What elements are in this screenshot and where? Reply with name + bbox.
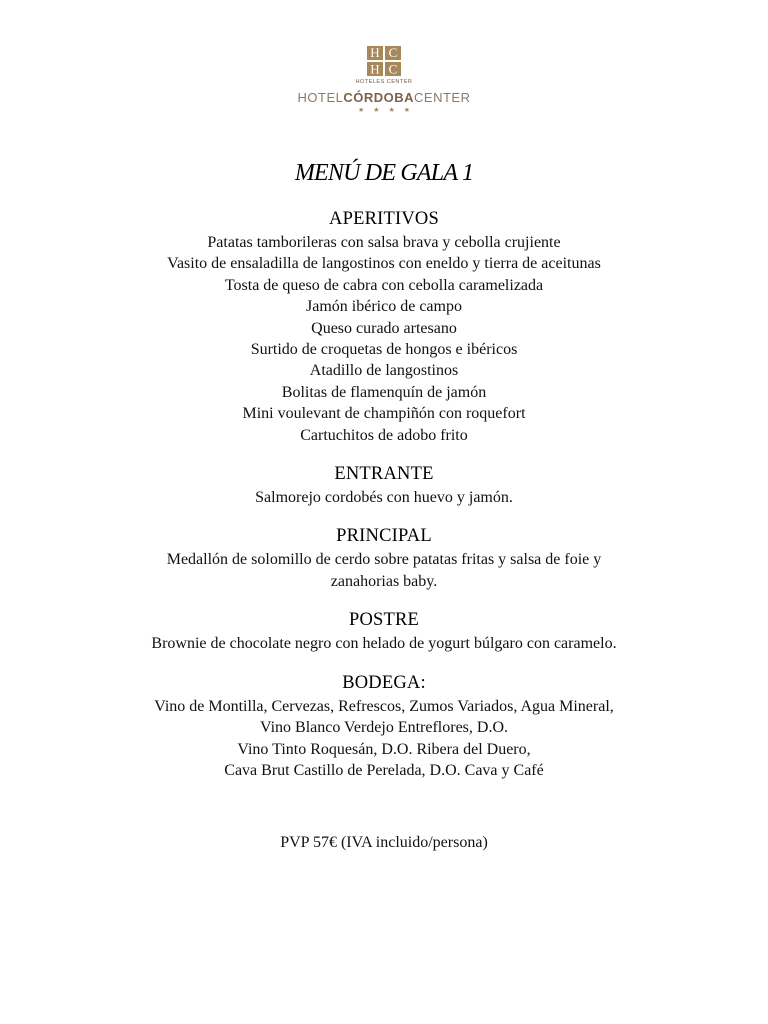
menu-sections bbox=[0, 206, 768, 781]
menu-item: Atadillo de langostinos bbox=[309, 362, 459, 380]
menu-item: Queso curado artesano bbox=[311, 319, 457, 337]
menu-item: Brownie de chocolate negro con helado de yogurt búlgaro con caramelo. bbox=[151, 635, 617, 653]
price-line: PVP 57€ (IVA incluido/persona) bbox=[280, 834, 488, 851]
hotel-name bbox=[284, 90, 484, 105]
menu-item: Jamón ibérico de campo bbox=[306, 298, 462, 316]
menu-item: Vasito de ensaladilla de langostinos con eneldo y tierra de aceitunas bbox=[167, 255, 601, 273]
menu-item: Cartuchitos de adobo frito bbox=[300, 426, 468, 444]
hotel-stars-icon: ★★★★ bbox=[357, 106, 420, 114]
menu-section bbox=[0, 461, 768, 508]
menu-section bbox=[0, 670, 768, 782]
hotel-name-part: HOTEL bbox=[297, 90, 344, 105]
monogram-letter: H bbox=[370, 45, 380, 60]
menu-item: Vino de Montilla, Cervezas, Refrescos, Zumos Variados, Agua Mineral, bbox=[154, 697, 614, 715]
menu-item: Tosta de queso de cabra con cebolla caramelizada bbox=[224, 276, 544, 294]
section-heading: BODEGA: bbox=[342, 672, 426, 693]
monogram-letter: C bbox=[388, 62, 398, 77]
section-heading: APERITIVOS bbox=[329, 209, 439, 229]
menu-title: MENÚ DE GALA 1 bbox=[294, 160, 474, 186]
hotel-group-name: HOTELES CENTER bbox=[355, 79, 413, 85]
menu-item: Bolitas de flamenquín de jamón bbox=[281, 383, 487, 401]
section-heading: ENTRANTE bbox=[334, 464, 434, 485]
section-heading: POSTRE bbox=[348, 610, 420, 631]
monogram-logo-icon bbox=[367, 46, 401, 76]
menu-item: zanahorias baby. bbox=[330, 572, 438, 590]
menu-item: Mini voulevant de champiñón con roquefort bbox=[242, 405, 526, 423]
menu-item: Vino Blanco Verdejo Entreflores, D.O. bbox=[259, 719, 508, 737]
menu-item: Surtido de croquetas de hongos e ibéricos bbox=[250, 341, 518, 359]
menu-item: Vino Tinto Roquesán, D.O. Ribera del Duero, bbox=[237, 740, 531, 758]
menu-section bbox=[0, 206, 768, 446]
hotel-name-part: CENTER bbox=[414, 90, 471, 105]
menu-section bbox=[0, 523, 768, 592]
monogram-divider bbox=[367, 60, 401, 62]
menu-section bbox=[0, 607, 768, 654]
hotel-logo bbox=[284, 42, 484, 124]
section-heading: PRINCIPAL bbox=[336, 526, 432, 547]
menu-item: Cava Brut Castillo de Perelada, D.O. Cava y Café bbox=[224, 761, 544, 779]
monogram-letter: C bbox=[388, 45, 398, 60]
hotel-name-bold: CÓRDOBA bbox=[343, 90, 415, 105]
menu-item: Patatas tamborileras con salsa brava y cebolla crujiente bbox=[207, 234, 561, 251]
menu-item: Salmorejo cordobés con huevo y jamón. bbox=[255, 489, 513, 507]
menu-item: Medallón de solomillo de cerdo sobre patatas fritas y salsa de foie y bbox=[166, 551, 602, 569]
monogram-letter: H bbox=[370, 62, 380, 77]
